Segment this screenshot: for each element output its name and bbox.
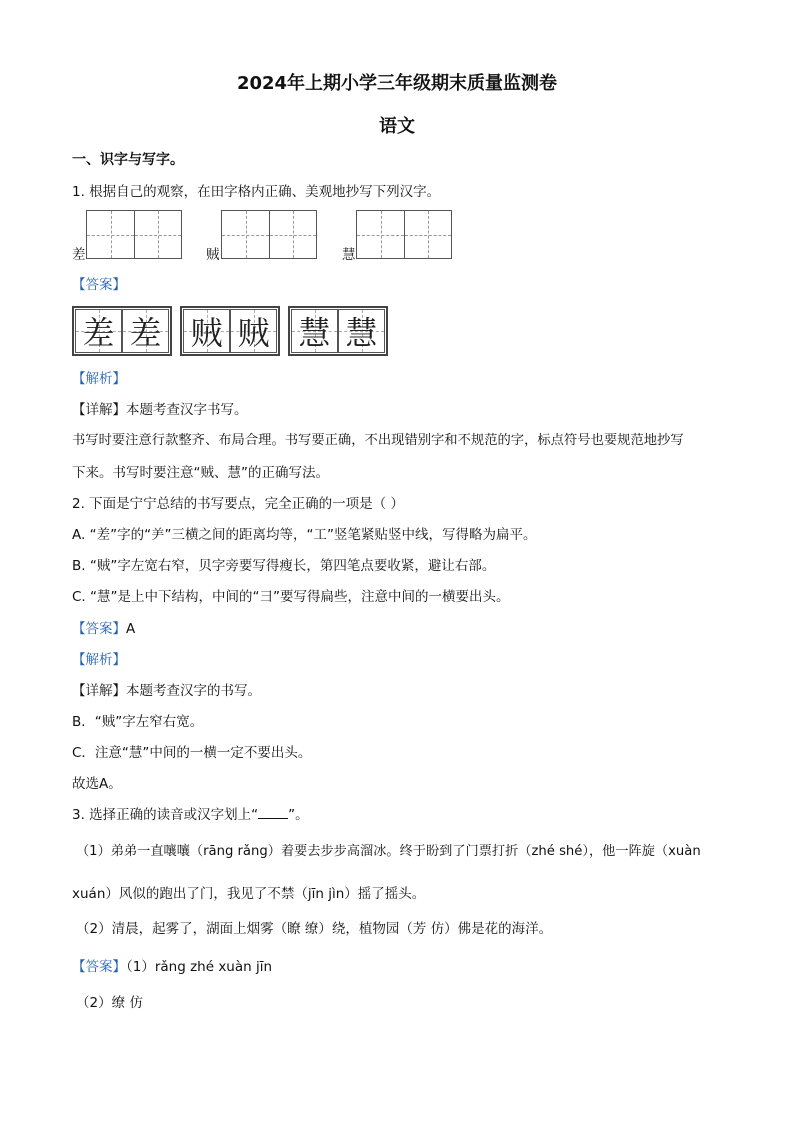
q1-text-line-2: 下来。书写时要注意“贼、慧”的正确写法。 — [72, 465, 329, 481]
grid-cell — [338, 309, 385, 353]
q1-char-label-2: 贼 — [206, 247, 220, 263]
answer-char: 慧 — [345, 314, 378, 352]
q2-explain-b: B．“贼”字左窄右宽。 — [72, 714, 204, 730]
answer-char: 贼 — [237, 314, 270, 352]
grid-cell — [183, 309, 230, 353]
q1-char-label-3: 慧 — [342, 247, 356, 263]
answer-grid-2 — [180, 306, 280, 356]
answer-char: 差 — [129, 314, 162, 352]
answer-char: 差 — [82, 314, 115, 352]
q2-option-c: C. “慧”是上中下结构，中间的“彐”要写得扁些，注意中间的一横要出头。 — [72, 589, 510, 605]
writing-grid-3[interactable] — [356, 210, 452, 259]
q2-answer — [72, 621, 135, 637]
q2-conclusion: 故选A。 — [72, 776, 122, 792]
q1-analysis-label: 【解析】 — [72, 371, 126, 387]
q3-stem-suffix: ”。 — [288, 807, 309, 823]
q1-answer-label: 【答案】 — [72, 277, 126, 293]
q2-explain-c: C．注意“慧”中间的一横一定不要出头。 — [72, 745, 312, 761]
q3-part2: （2）清晨，起雾了，湖面上烟雾（瞭 缭）绕，植物园（芳 仿）佛是花的海洋。 — [76, 921, 553, 937]
grid-cell — [291, 309, 338, 353]
q3-answer-2: （2）缭 仿 — [76, 995, 143, 1011]
q2-answer-value: A — [126, 621, 136, 637]
q2-option-b: B. “贼”字左宽右窄，贝字旁要写得瘦长，第四笔点要收紧，避让右部。 — [72, 558, 496, 574]
q3-answer-label: 【答案】 — [72, 959, 126, 975]
grid-cell[interactable] — [134, 211, 181, 258]
grid-cell[interactable] — [87, 211, 134, 258]
q3-stem-prefix: 3. 选择正确的读音或汉字划上“ — [72, 807, 259, 823]
q3-part1-line1: （1）弟弟一直嚷嚷（rāng rǎng）着要去步步高溜冰。终于盼到了门票打折（zhé shé），他一阵旋（xuàn — [76, 844, 701, 859]
q3-answer-1: （1）rǎng zhé xuàn jīn — [126, 959, 273, 975]
underline-blank — [258, 817, 288, 819]
q2-answer-label: 【答案】 — [72, 621, 126, 637]
answer-grid-3 — [288, 306, 388, 356]
question-3-stem — [72, 807, 309, 823]
writing-grid-2[interactable] — [221, 210, 317, 259]
subject-title: 语文 — [379, 116, 415, 137]
answer-char: 贼 — [190, 314, 223, 352]
q1-text-line-1: 书写时要注意行款整齐、布局合理。书写要正确，不出现错别字和不规范的字，标点符号也要规范地抄写 — [72, 433, 684, 448]
section-heading: 一、识字与写字。 — [72, 152, 184, 168]
grid-cell[interactable] — [269, 211, 316, 258]
grid-cell[interactable] — [404, 211, 451, 258]
q2-analysis-label: 【解析】 — [72, 652, 126, 668]
answer-grid-1 — [72, 306, 172, 356]
answer-char: 慧 — [298, 314, 331, 352]
q3-part1-line2: xuán）风似的跑出了门，我见了不禁（jīn jìn）摇了摇头。 — [72, 886, 426, 902]
writing-grid-1[interactable] — [86, 210, 182, 259]
grid-cell[interactable] — [222, 211, 269, 258]
q1-char-label-1: 差 — [72, 247, 86, 263]
grid-cell[interactable] — [357, 211, 404, 258]
q3-answer — [72, 959, 272, 975]
page-title: 2024年上期小学三年级期末质量监测卷 — [236, 73, 558, 94]
question-1-stem: 1. 根据自己的观察，在田字格内正确、美观地抄写下列汉字。 — [72, 184, 441, 200]
grid-cell — [122, 309, 169, 353]
question-2-stem: 2. 下面是宁宁总结的书写要点，完全正确的一项是（ ） — [72, 496, 404, 512]
grid-cell — [75, 309, 122, 353]
grid-cell — [230, 309, 277, 353]
q2-detail: 【详解】本题考查汉字的书写。 — [72, 683, 261, 699]
q1-detail: 【详解】本题考查汉字书写。 — [72, 402, 248, 418]
q2-option-a: A. “差”字的“⺶”三横之间的距离均等，“工”竖笔紧贴竖中线，写得略为扁平。 — [72, 527, 537, 543]
